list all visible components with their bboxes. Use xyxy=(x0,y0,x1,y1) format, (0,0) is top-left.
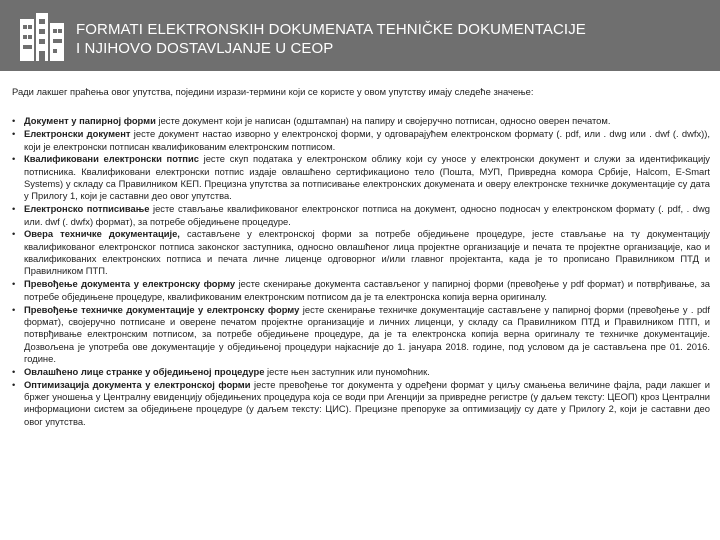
list-item xyxy=(12,228,710,277)
list-item xyxy=(12,115,710,127)
term-definition: састављене у електронској форми за потребе обједињене процедуре, јесте стављање на ту документацију квалификованог електронског потписа законског заступника, односно овлашћеног лица пројектне организације и печата те пројектне организације, као и квалификованих електронских потписа и печата личне лиценце одговорног и/или главног пројектанта, када је то прописано Правилником ПТД и Правилником ПТП. xyxy=(24,228,710,277)
term-definition: јесте превођење тог документа у одређени формат у циљу смањења величине фајла, ради лакшег и бржег уношења у Централну евиденцију обједињених процедура која се води при Агенцији за привредне регистре (у даљем тексту: ЦЕОП) кроз Централни информациони систем за обједињене процедуре (у даљем тексту: ЦИС). Прецизне препоруке за оптимизацију су дате у Прилогу 2, који је саставни део овог упутства. xyxy=(24,378,710,427)
bullet-icon: • xyxy=(12,153,16,165)
term-definition: јесте стављање квалификованог електронског потписа на документ, односно подносач у електронском формату (. pdf, . dwg или. dwf (. dwfx) формат), за потребе обједињене процедуре. xyxy=(24,203,710,227)
list-item xyxy=(12,128,710,153)
term-title: Овлашћено лице странке у обједињеној процедуре xyxy=(24,365,265,377)
header-banner xyxy=(0,0,720,71)
list-item xyxy=(12,153,710,202)
term-definition: јесте скенирање техничке документације састављене у папирној форми (превођење у . pdf формат), својеручно потписане и оверене печатом пројектне организације и личних лиценци, у складу са Правилником ПТД и Правилником ПТП, и потврђивање електронским потписом, за потребе обједињене процедуре, да је та електронска копија верна оригиналу те техничке документације. Дозвољена је употреба ове документације у обједињеној процедури најкасније до 1. јануара 2018. године, под условом да је састављена пре 01. 2016. године. xyxy=(24,303,710,364)
term-definition: јесте скуп података у електронском облику који су уносе у електронски документ и служи за идентификацију потписника. Квалификовани електронски потпис издаје овлашћено сертификационо тело (Пошта, МУП, Привредна комора Србије, Halcom, E-Smart Systems) у складу са Правилником КЕП. Прецизна упутства за потписивање електронских докумената и оверу електронске техничке документације су дата у Прилогу 1, који је саставни део овог упутства. xyxy=(24,153,710,202)
term-title: Овера техничке документације, xyxy=(24,228,180,240)
term-definition: јесте њен заступник или пуномоћник. xyxy=(264,365,430,377)
term-title: Оптимизација документа у електронској форми xyxy=(24,378,251,390)
bullet-icon: • xyxy=(12,303,16,315)
terms-list xyxy=(12,115,710,428)
page-title-line-1: FORMATI ELEKTRONSKIH DOKUMENATA TEHNIČKE DOKUMENTACIJE xyxy=(76,21,586,38)
term-title: Документ у папирној форми xyxy=(24,115,156,127)
bullet-icon: • xyxy=(12,278,16,290)
intro-paragraph: Ради лакшег праћења овог упутства, поједини изрази-термини који се користе у овом упутству имају следеће значење: xyxy=(12,86,534,97)
list-item xyxy=(12,304,710,366)
list-item xyxy=(12,366,710,378)
term-title: Електронски документ xyxy=(24,128,131,140)
term-definition: јесте документ настао изворно у електронској форми, у одговарајућем електронском формату (. pdf, или . dwg или . dwf (. dwfx)), који је електронски потписан квалификованим електронским потписом. xyxy=(24,128,710,152)
list-item xyxy=(12,379,710,428)
bullet-icon: • xyxy=(12,365,16,377)
page-title xyxy=(76,20,706,58)
term-definition: јесте документ који је написан (одштампан) на папиру и својеручно потписан, односно оверен печатом. xyxy=(155,115,611,127)
document-body xyxy=(12,86,710,428)
bullet-icon: • xyxy=(12,228,16,240)
bullet-icon: • xyxy=(12,203,16,215)
term-title: Електронско потписивање xyxy=(24,203,150,215)
term-title: Квалификовани електронски потпис xyxy=(24,153,199,165)
bullet-icon: • xyxy=(12,128,16,140)
list-item xyxy=(12,203,710,228)
term-definition: јесте скенирање документа састављеног у папирној форми (превођење у pdf формат) и потврђивање, за потребе обједињене процедуре, квалификованим електронским потписом да је та електронска копија верна оригиналу. xyxy=(24,278,710,302)
term-title: Превођење техничке документације у електронску форму xyxy=(24,303,300,315)
page-title-line-2: I NJIHOVO DOSTAVLJANJE U CEOP xyxy=(76,40,334,57)
bullet-icon: • xyxy=(12,378,16,390)
list-item xyxy=(12,278,710,303)
building-logo-icon xyxy=(20,13,64,61)
bullet-icon: • xyxy=(12,115,16,127)
term-title: Превођење документа у електронску форму xyxy=(24,278,236,290)
